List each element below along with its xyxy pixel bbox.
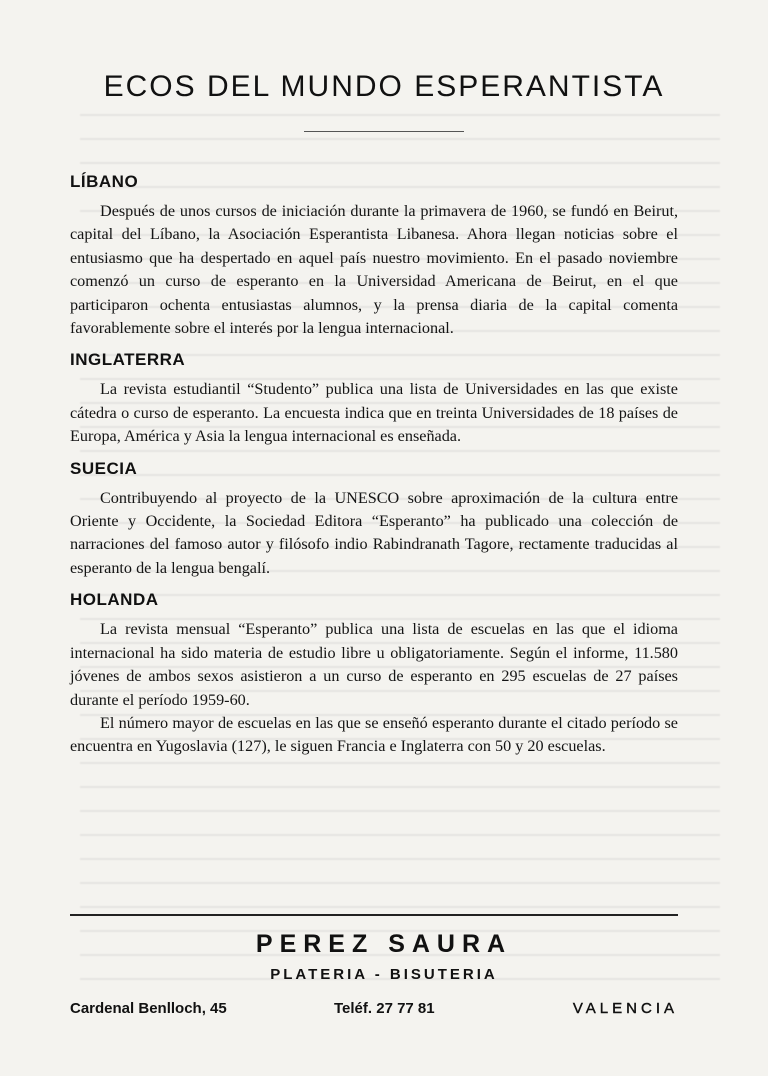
section-paragraph: El número mayor de escuelas en las que se enseñó esperanto durante el citado período se encuentra en Yugoslavia (127), le siguen Francia e Inglaterra con 50 y 20 escuelas. (70, 713, 678, 756)
advert-contact-line (70, 1000, 678, 1022)
section-heading: SUECIA (70, 458, 138, 478)
section-paragraph: Contribuyendo al proyecto de la UNESCO sobre aproximación de la cultura entre Oriente y Occidente, la Sociedad Editora “Esperanto” ha publicado una colección de narraciones del famoso autor y filósofo indio Rabindranath Tagore, rectamente traducidas al esperanto de la lengua bengalí. (70, 488, 678, 577)
section-paragraph: Después de unos cursos de iniciación durante la primavera de 1960, se fundó en Beirut, capital del Líbano, la Asociación Esperantista Libanesa. Ahora llegan noticias sobre el entusiasmo que ha despertado en aquel país nuestro movimiento. En el pasado noviembre comenzó un curso de esperanto en la Universidad Americana de Beirut, en el que participaron ochenta entusiastas alumnos, y la prensa diaria de la capital comenta favorablemente sobre el interés por la lengua internacional. (70, 202, 678, 338)
section-libano (70, 172, 678, 340)
advert-city: VALENCIA (572, 1000, 678, 1017)
advert-address: Cardenal Benlloch, 45 (70, 1000, 227, 1017)
section-holanda (70, 590, 678, 758)
section-heading: HOLANDA (70, 590, 159, 610)
section-paragraph: La revista mensual “Esperanto” publica una lista de escuelas en las que el idioma internacional ha sido materia de estudio libre u obligatoriamente. Según el informe, 11.580 jóvenes de ambos sexos asistieron a un curso de esperanto en 295 escuelas de 27 países durante el período 1959-60. (70, 620, 678, 709)
advert-business-type: PLATERIA - BISUTERIA (270, 966, 498, 983)
title-divider (304, 131, 464, 132)
section-paragraph: La revista estudiantil “Studento” publica una lista de Universidades en las que existe cátedra o curso de esperanto. La encuesta indica que en treinta Universidades de 18 países de Europa, América y Asia la lengua internacional es enseñada. (70, 380, 678, 446)
advert-business-name: PEREZ SAURA (255, 930, 513, 958)
section-heading: LÍBANO (70, 172, 139, 191)
advert-phone: Teléf. 27 77 81 (334, 1000, 435, 1017)
section-suecia (70, 459, 678, 581)
page-title: ECOS DEL MUNDO ESPERANTISTA (103, 70, 665, 103)
section-heading: INGLATERRA (70, 350, 186, 370)
article-body (70, 172, 678, 769)
section-inglaterra (70, 350, 678, 448)
advert-divider (70, 914, 678, 916)
